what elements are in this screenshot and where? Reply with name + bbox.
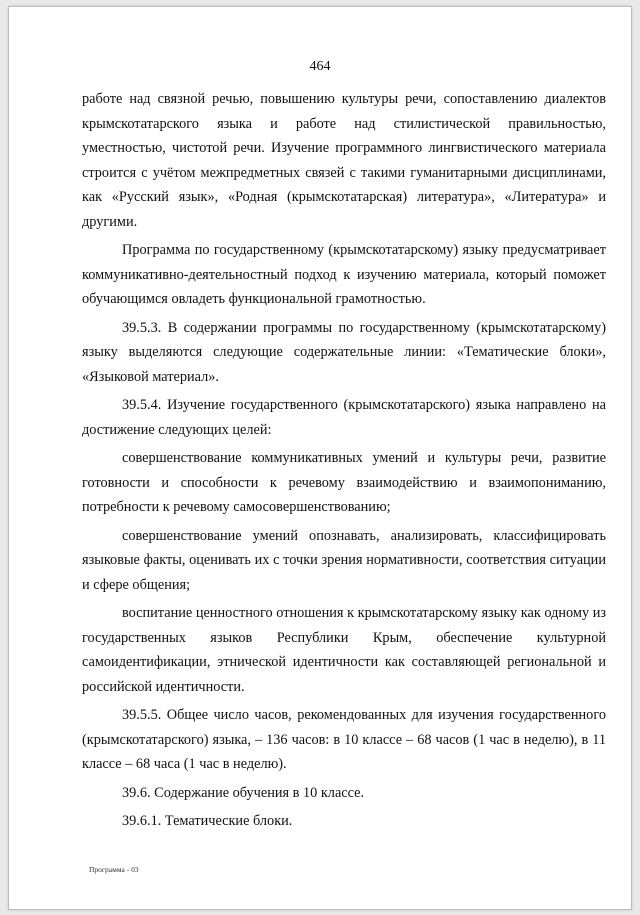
paragraph-39-5-5: 39.5.5. Общее число часов, рекомендованных для изучения государственного (крымскотатарского) языка, – 136 часов: в 10 классе – 68 часов (1 час в неделю), в 11 классе – 68 часа (1 час в неделю). <box>82 707 606 772</box>
goal-item-communication: совершенствование коммуникативных умений и культуры речи, развитие готовности и способности к речевому взаимодействию и взаимопониманию, потребности к речевому самосовершенствованию; <box>82 450 606 515</box>
goal-item-values: воспитание ценностного отношения к крымскотатарскому языку как одному из государственных языков Республики Крым, обеспечение культурной самоидентификации, этнической идентичности как составляющей региональной и российской идентичности. <box>82 605 606 695</box>
paragraph-39-6-1: 39.6.1. Тематические блоки. <box>122 813 293 829</box>
paragraph-39-6: 39.6. Содержание обучения в 10 классе. <box>122 784 365 801</box>
paragraph-intro-continuation: работе над связной речью, повышению культуры речи, сопоставлению диалектов крымскотатарского языка и работе над стилистической правильностью, уместностью, чистотой речи. Изучение программного лингвистического материала строится с учётом межпредметных связей с такими гуманитарными дисциплинами, как «Русский язык», «Родная (крымскотатарская) литература», «Литература» и другими. <box>82 91 606 230</box>
page-number: 464 <box>309 59 331 74</box>
paragraph-39-5-3: 39.5.3. В содержании программы по государственному (крымскотатарскому) языку выделяются следующие содержательные линии: «Тематические блоки», «Языковой материал». <box>82 319 606 385</box>
document-page <box>8 6 632 910</box>
paragraph-39-5-4: 39.5.4. Изучение государственного (крымскотатарского) языка направлено на достижение следующих целей: <box>82 397 606 438</box>
document-body <box>82 87 606 838</box>
paragraph-program-approach: Программа по государственному (крымскотатарскому) языку предусматривает коммуникативно-деятельностный подход к изучению материала, который поможет обучающимся овладеть функциональной грамотностью. <box>82 242 606 307</box>
goal-item-analysis: совершенствование умений опознавать, анализировать, классифицировать языковые факты, оценивать их с точки зрения нормативности, соответствия ситуации и сфере общения; <box>82 527 606 593</box>
page-footer: Программа - 03 <box>89 865 139 874</box>
